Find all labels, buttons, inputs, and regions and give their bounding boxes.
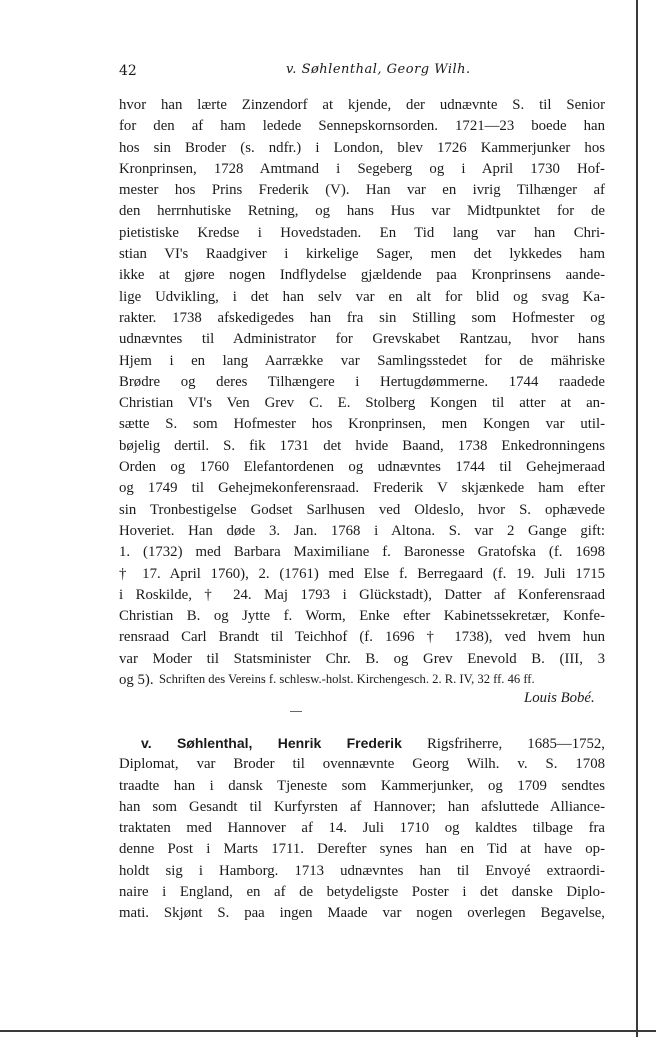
text-line: og 1749 til Gehejmekonferensraad. Frederik V skjænkede ham efter	[119, 480, 605, 497]
entry2-body	[119, 733, 605, 925]
page-edge-line	[636, 0, 638, 1037]
text-line: † 17. April 1760), 2. (1761) med Else f. Berregaard (f. 19. Juli 1715	[119, 565, 605, 582]
running-head: v. Søhlenthal, Georg Wilh.	[286, 62, 471, 77]
text-line: denne Post i Marts 1711. Derefter synes han en Tid at have op-	[119, 841, 605, 858]
text-line: han som Gesandt til Kurfyrsten af Hannover; han afsluttede Alliance-	[119, 798, 605, 815]
entry-first-line-rest: Rigsfriherre, 1685—1752,	[401, 736, 605, 752]
text-line: Christian B. og Jytte f. Worm, Enke efter Kabinetssekretær, Konfe-	[119, 608, 605, 625]
text-line: Christian VI's Ven Grev C. E. Stolberg Kongen til atter at an-	[119, 395, 605, 412]
text-line: Orden og 1760 Elefantordenen og udnævntes 1744 til Gehejmeraad	[119, 459, 605, 476]
page-number: 42	[119, 63, 137, 79]
text-line: var Moder til Statsminister Chr. B. og Grev Enevold B. (III, 3	[119, 650, 605, 667]
text-line: Hjem i en lang Aarrække var Samlingsstedet for de mähriske	[119, 352, 605, 369]
text-line: sætte S. som Hofmester hos Kronprinsen, men Kongen var util-	[119, 416, 605, 433]
text-line: og 5).	[119, 672, 154, 689]
text-line: hvor han lærte Zinzendorf at kjende, der udnævnte S. til Senior	[119, 97, 605, 113]
text-line: for den af ham ledede Sennepskornsorden. 1721—23 boede han	[119, 118, 605, 135]
text-line: rakter. 1738 afskedigedes han fra sin Stilling som Hofmester og	[119, 309, 605, 326]
scan-bottom-line	[0, 1030, 656, 1032]
text-line: Brødre og deres Tilhængere i Hertugdømmerne. 1744 raadede	[119, 373, 605, 390]
text-line: mati. Skjønt S. paa ingen Maade var nogen overlegen Begavelse,	[119, 905, 605, 922]
text-line: hos sin Broder (s. ndfr.) i London, blev 1726 Kammerjunker hos	[119, 139, 605, 156]
text-line: Kronprinsen, 1728 Amtmand i Segeberg og i April 1730 Hof-	[119, 160, 605, 177]
text-line: stian VI's Raadgiver i kirkelige Sager, men det lykkedes ham	[119, 246, 605, 263]
citation: Schriften des Vereins f. schlesw.-holst. Kirchengesch. 2. R. IV, 32 ff. 46 ff.	[159, 672, 535, 686]
text-line: den herrnhutiske Retning, og hans Hus var Midtpunktet for de	[119, 203, 605, 220]
text-line: traktaten med Hannover af 14. Juli 1710 og kaldtes tilbage fra	[119, 820, 605, 837]
entry-headword: v. Søhlenthal, Henrik Frederik	[141, 735, 402, 751]
text-line: Hoveriet. Han døde 3. Jan. 1768 i Altona. S. var 2 Gange gift:	[119, 522, 605, 539]
text-line: holdt sig i Hamborg. 1713 udnævntes han til Envoyé extraordi-	[119, 862, 605, 879]
text-line: udnævntes til Administrator for Grevskabet Rantzau, hvor hans	[119, 331, 605, 348]
text-line: rensraad Carl Brandt til Teichhof (f. 1696 † 1738), ved hvem hun	[119, 629, 605, 646]
text-line: Diplomat, var Broder til ovennævnte Georg Wilh. v. S. 1708	[119, 756, 605, 773]
text-line: lige Udvikling, i det han selv var en alt for blid og svag Ka-	[119, 288, 605, 305]
text-line: i Roskilde, † 24. Maj 1793 i Glückstadt), Datter af Konferensraad	[119, 586, 605, 603]
text-line: ikke at gjøre nogen Indflydelse gjældende paa Kronprinsens aande-	[119, 267, 605, 284]
entry1-body	[119, 95, 605, 691]
author-signature: Louis Bobé.	[524, 690, 595, 706]
entry-divider	[290, 711, 302, 712]
text-line: 1. (1732) med Barbara Maximiliane f. Baronesse Gratofska (f. 1698	[119, 544, 605, 561]
entry-first-line	[119, 733, 605, 754]
text-line: pietistiske Kredse i Hovedstaden. En Tid lang var han Chri-	[119, 224, 605, 241]
text-line: sin Tronbestigelse Godset Sarlhusen ved Oldeslo, hvor S. ophævede	[119, 501, 605, 518]
text-line: bøjelig dertil. S. fik 1731 det hvide Baand, 1738 Enkedronningens	[119, 437, 605, 454]
text-line: traadte han i dansk Tjeneste som Kammerjunker, og 1709 sendtes	[119, 777, 605, 794]
text-line: mester hos Prins Frederik (V). Han var en ivrig Tilhænger af	[119, 182, 605, 199]
text-line: naire i England, en af de betydeligste Poster i det danske Diplo-	[119, 884, 605, 901]
